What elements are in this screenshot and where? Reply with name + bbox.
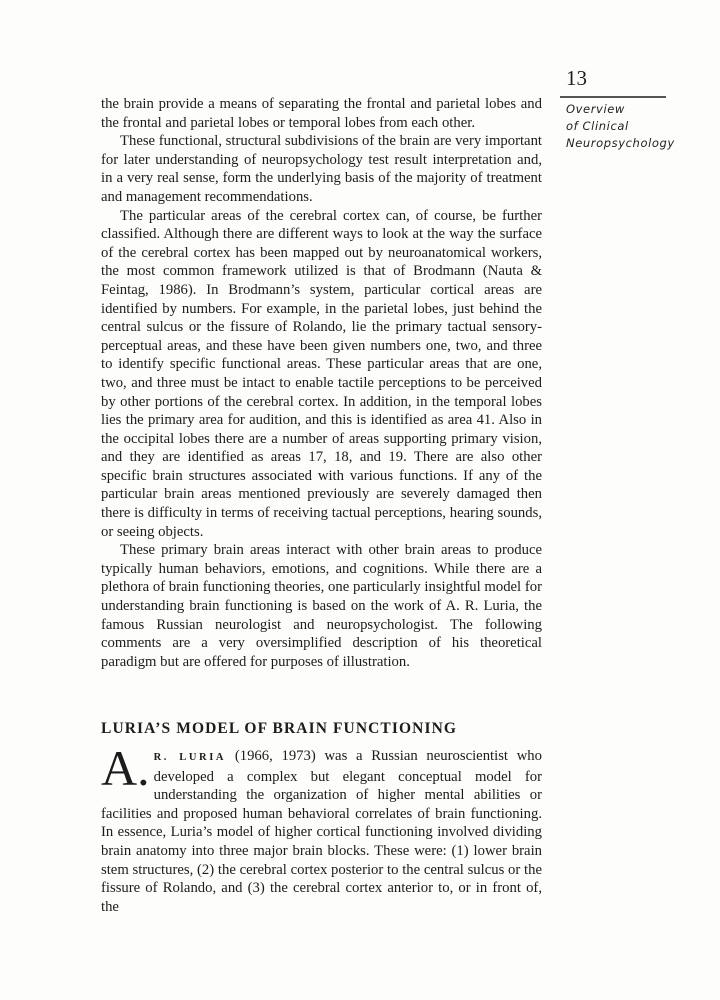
section-paragraph-text: (1966, 1973) was a Russian neuroscientist who developed a complex but elegant conceptual model for understanding the organization of higher mental abilities or facilities and proposed human behavioral correlates of brain functioning. In essence, Luria’s model of higher cortical functioning involved dividing brain anatomy into three major brain blocks. These were: (1) lower brain stem structures, (2) the cerebral cortex posterior to the central sulcus or the fissure of Rolando, and (3) the cerebral cortex anterior to, or in front of, the	[101, 748, 542, 915]
paragraph: the brain provide a means of separating the frontal and parietal lobes and the frontal and parietal lobes or temporal lobes from each other.	[101, 96, 542, 131]
section-heading: LURIA’S MODEL OF BRAIN FUNCTIONING	[101, 720, 458, 737]
running-head	[566, 101, 716, 152]
running-head-line: Neuropsychology	[566, 136, 675, 150]
running-head-line: of Clinical	[566, 119, 629, 133]
paragraph: These primary brain areas interact with other brain areas to produce typically human behaviors, emotions, and cognitions. While there are a plethora of brain functioning theories, one particularly insightful model for understanding brain functioning is based on the work of A. R. Luria, the famous Russian neurologist and neuropsychologist. The following comments are a very oversimplified description of his theoretical paradigm but are offered for purposes of illustration.	[101, 542, 542, 670]
body-text	[101, 95, 542, 671]
header-rule	[560, 96, 666, 98]
paragraph: These functional, structural subdivisions of the brain are very important for later understanding of neuropsychology test result interpretation and, in a very real sense, form the underlying basis of the majority of treatment and management recommendations.	[101, 133, 542, 205]
drop-cap: A.	[101, 740, 150, 796]
section-paragraph	[101, 740, 542, 916]
paragraph: The particular areas of the cerebral cortex can, of course, be further classified. Although there are different ways to look at the way the surface of the cerebral cortex has been mapped out by neuroanatomical workers, the most common framework utilized is that of Brodmann (Nauta & Feintag, 1986). In Brodmann’s system, particular cortical areas are identified by numbers. For example, in the parietal lobes, just behind the central sulcus or the fissure of Rolando, lie the primary tactual sensory-perceptual areas, and these have been given numbers one, two, and three to identify specific functional areas. These particular areas that are one, two, and three must be intact to enable tactile perceptions to be perceived by other portions of the cerebral cortex. In addition, in the temporal lobes lies the primary area for audition, and this is identified as area 41. Also in the occipital lobes there are a number of areas supporting primary vision, and they are identified as areas 17, 18, and 19. There are also other specific brain structures associated with various functions. If any of the particular brain areas mentioned previously are severely damaged then there is difficulty in terms of receiving tactual perceptions, hearing sounds, or seeing objects.	[101, 207, 542, 540]
lead-in-name: R. LURIA	[153, 752, 227, 763]
page-number: 13	[566, 66, 587, 90]
section-body	[101, 740, 542, 916]
running-head-line: Overview	[566, 102, 625, 116]
